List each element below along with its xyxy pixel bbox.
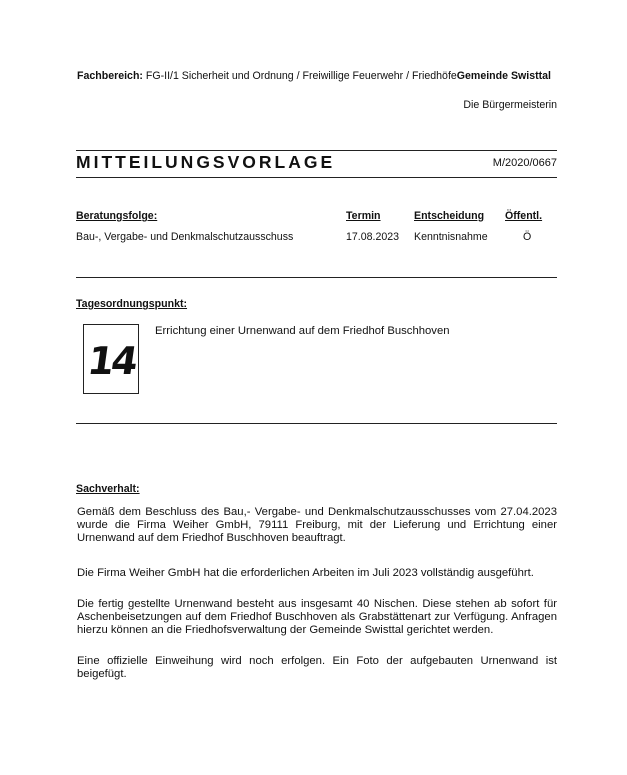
paragraph-3: Die fertig gestellte Urnenwand besteht aus insgesamt 40 Nischen. Diese stehen ab sofort für Aschenbeisetzungen auf dem Friedhof Buschhoven als Grabstättenart zur Verfügung. Anfragen hierzu können an die Friedhofsverwaltung der Gemeinde Swisttal gerichtet werden. <box>77 598 557 637</box>
paragraph-2: Die Firma Weiher GmbH hat die erforderlichen Arbeiten im Juli 2023 vollständig ausgeführt. <box>77 567 534 579</box>
paragraph-1: Gemäß dem Beschluss des Bau,- Vergabe- und Denkmalschutzausschusses vom 27.04.2023 wurde die Firma Weiher GmbH, 79111 Freiburg, mit der Lieferung und Errichtung einer Urnenwand auf dem Friedhof Buschhoven beauftragt. <box>77 506 557 545</box>
table-cell-entscheidung: Kenntnisnahme <box>414 231 488 243</box>
fachbereich-label: Fachbereich: <box>77 70 143 82</box>
title-bottom-rule <box>76 177 557 178</box>
tagesordnungspunkt-label: Tagesordnungspunkt: <box>76 298 188 310</box>
agenda-item-title: Errichtung einer Urnenwand auf dem Friedhof Buschhoven <box>155 325 450 337</box>
table-cell-termin: 17.08.2023 <box>346 231 400 243</box>
entscheidung-header: Entscheidung <box>414 210 485 222</box>
oeffentl-header: Öffentl. <box>505 210 543 222</box>
table-cell-oeffentl: Ö <box>523 231 532 243</box>
document-title: MITTEILUNGSVORLAGE <box>76 152 336 172</box>
beratungsfolge-header: Beratungsfolge: <box>76 210 158 222</box>
termin-header: Termin <box>346 210 381 222</box>
section-rule-2 <box>76 423 557 424</box>
fachbereich-text: FG-II/1 Sicherheit und Ordnung / Freiwillige Feuerwehr / Friedhöfe <box>145 70 457 82</box>
document-number: M/2020/0667 <box>492 157 557 169</box>
official-title: Die Bürgermeisterin <box>463 99 557 111</box>
section-rule-1 <box>76 277 557 278</box>
municipality-name: Gemeinde Swisttal <box>456 70 551 82</box>
title-top-rule <box>76 150 557 151</box>
fachbereich-line <box>77 70 557 83</box>
agenda-number-handwritten: 14 <box>84 339 138 383</box>
sachverhalt-label: Sachverhalt: <box>76 483 140 495</box>
agenda-number-box <box>83 324 139 394</box>
paragraph-4: Eine offizielle Einweihung wird noch erfolgen. Ein Foto der aufgebauten Urnenwand ist beigefügt. <box>77 655 557 681</box>
table-cell-body: Bau-, Vergabe- und Denkmalschutzausschuss <box>76 231 294 243</box>
